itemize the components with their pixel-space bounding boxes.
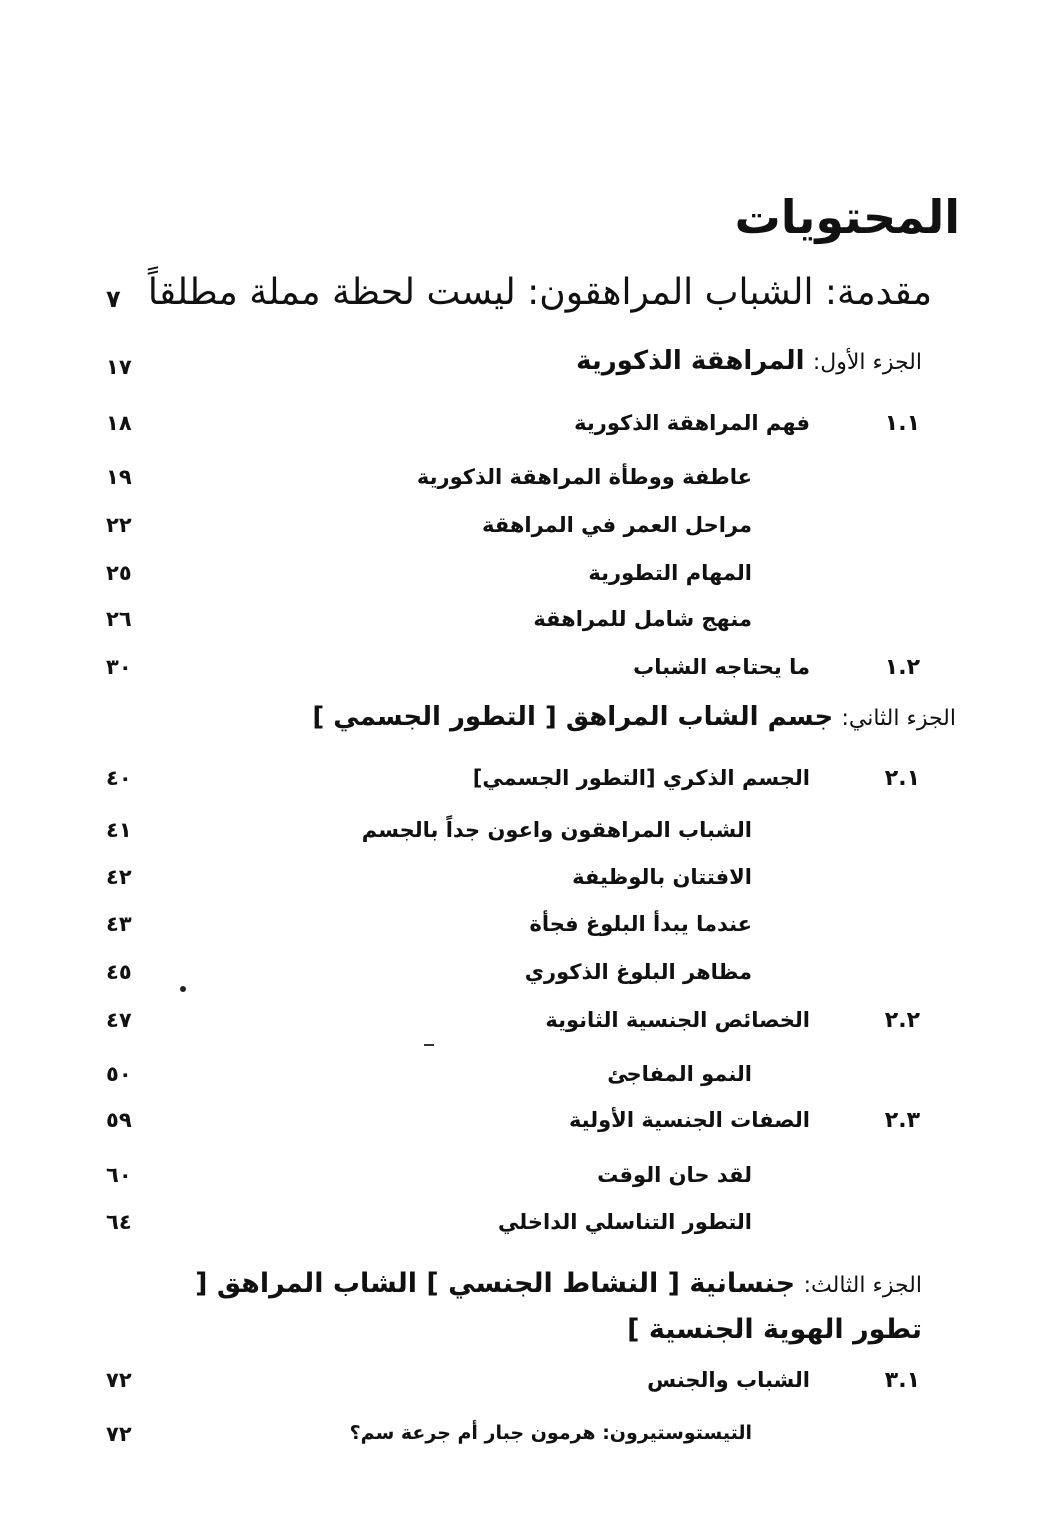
toc-entry-title: الجسم الذكري [التطور الجسمي] — [472, 766, 810, 790]
toc-entry-title: الافتتان بالوظيفة — [572, 865, 752, 889]
toc-entry-page: ٢٢ — [106, 513, 132, 537]
toc-entry-title: ما يحتاجه الشباب — [633, 655, 810, 679]
toc-entry-title: عاطفة ووطأة المراهقة الذكورية — [416, 465, 752, 489]
toc-entry-title: التطور التناسلي الداخلي — [498, 1210, 752, 1234]
toc-entry-page: ٤٠ — [106, 766, 132, 790]
toc-entry-page: ٥٠ — [106, 1062, 132, 1086]
toc-entry-page: ٤١ — [106, 818, 132, 842]
toc-entry-title: مراحل العمر في المراهقة — [482, 513, 752, 537]
toc-entry-page: ٦٠ — [106, 1163, 132, 1187]
part-two-heading — [312, 702, 956, 732]
toc-entry-title: الشباب المراهقون واعون جداً بالجسم — [361, 818, 752, 842]
toc-entry-title: الصفات الجنسية الأولية — [568, 1108, 810, 1132]
toc-entry-number: ٢.٢ — [884, 1008, 920, 1033]
part-three-label: الجزء الثالث: — [803, 1273, 922, 1298]
toc-entry-title: المهام التطورية — [588, 561, 752, 585]
toc-entry-title: لقد حان الوقت — [597, 1163, 752, 1187]
toc-entry-number: ٣.١ — [884, 1368, 920, 1393]
toc-entry-page: ٧٢ — [106, 1422, 132, 1446]
toc-entry-page: ٦٤ — [106, 1210, 132, 1234]
toc-entry-number: ١.٢ — [884, 655, 920, 680]
toc-entry-title: الخصائص الجنسية الثانوية — [545, 1008, 810, 1032]
toc-entry-title: التيستوستيرون: هرمون جبار أم جرعة سم؟ — [349, 1422, 752, 1444]
toc-entry-number: ٢.٣ — [884, 1108, 920, 1133]
toc-entry-title: الشباب والجنس — [647, 1368, 810, 1392]
toc-entry-title: فهم المراهقة الذكورية — [574, 411, 810, 435]
toc-entry-page: ٢٥ — [106, 561, 132, 585]
toc-entry-page: ٥٩ — [106, 1108, 132, 1132]
part-two-label: الجزء الثاني: — [841, 706, 956, 731]
toc-entry-page: ٣٠ — [106, 655, 132, 679]
part-two-title: جسم الشاب المراهق [ التطور الجسمي ] — [312, 702, 834, 732]
part-one-label: الجزء الأول: — [812, 350, 922, 375]
part-one-heading — [576, 346, 922, 376]
toc-entry-title: عندما يبدأ البلوغ فجأة — [529, 912, 752, 936]
toc-entry-title: منهج شامل للمراهقة — [533, 607, 752, 631]
toc-entry-page: ٢٦ — [106, 607, 132, 631]
part-three-title: جنسانية [ النشاط الجنسي ] الشاب المراهق [ تطور الهوية الجنسية ] — [195, 1268, 922, 1345]
part-one-page: ١٧ — [106, 355, 132, 379]
toc-entry-page: ٤٢ — [106, 865, 132, 889]
toc-intro-page: ٧ — [106, 285, 121, 313]
toc-entry-number: ١.١ — [884, 411, 920, 436]
page-title: المحتويات — [734, 190, 960, 244]
toc-entry-title: النمو المفاجئ — [607, 1062, 752, 1086]
toc-intro-title: مقدمة: الشباب المراهقون: ليست لحظة مملة مطلقاً — [147, 272, 932, 313]
toc-entry-page: ٤٧ — [106, 1008, 132, 1032]
stray-dash-mark — [424, 1044, 434, 1046]
part-three-heading — [132, 1262, 922, 1352]
toc-entry-page: ١٩ — [106, 465, 132, 489]
toc-entry-page: ٤٣ — [106, 912, 132, 936]
stray-dot-mark — [180, 986, 186, 992]
toc-entry-page: ٧٢ — [106, 1368, 132, 1392]
toc-entry-page: ٤٥ — [106, 960, 132, 984]
part-one-title: المراهقة الذكورية — [576, 346, 805, 376]
toc-entry-number: ٢.١ — [884, 766, 920, 791]
toc-entry-title: مظاهر البلوغ الذكوري — [524, 960, 752, 984]
toc-entry-page: ١٨ — [106, 411, 132, 435]
